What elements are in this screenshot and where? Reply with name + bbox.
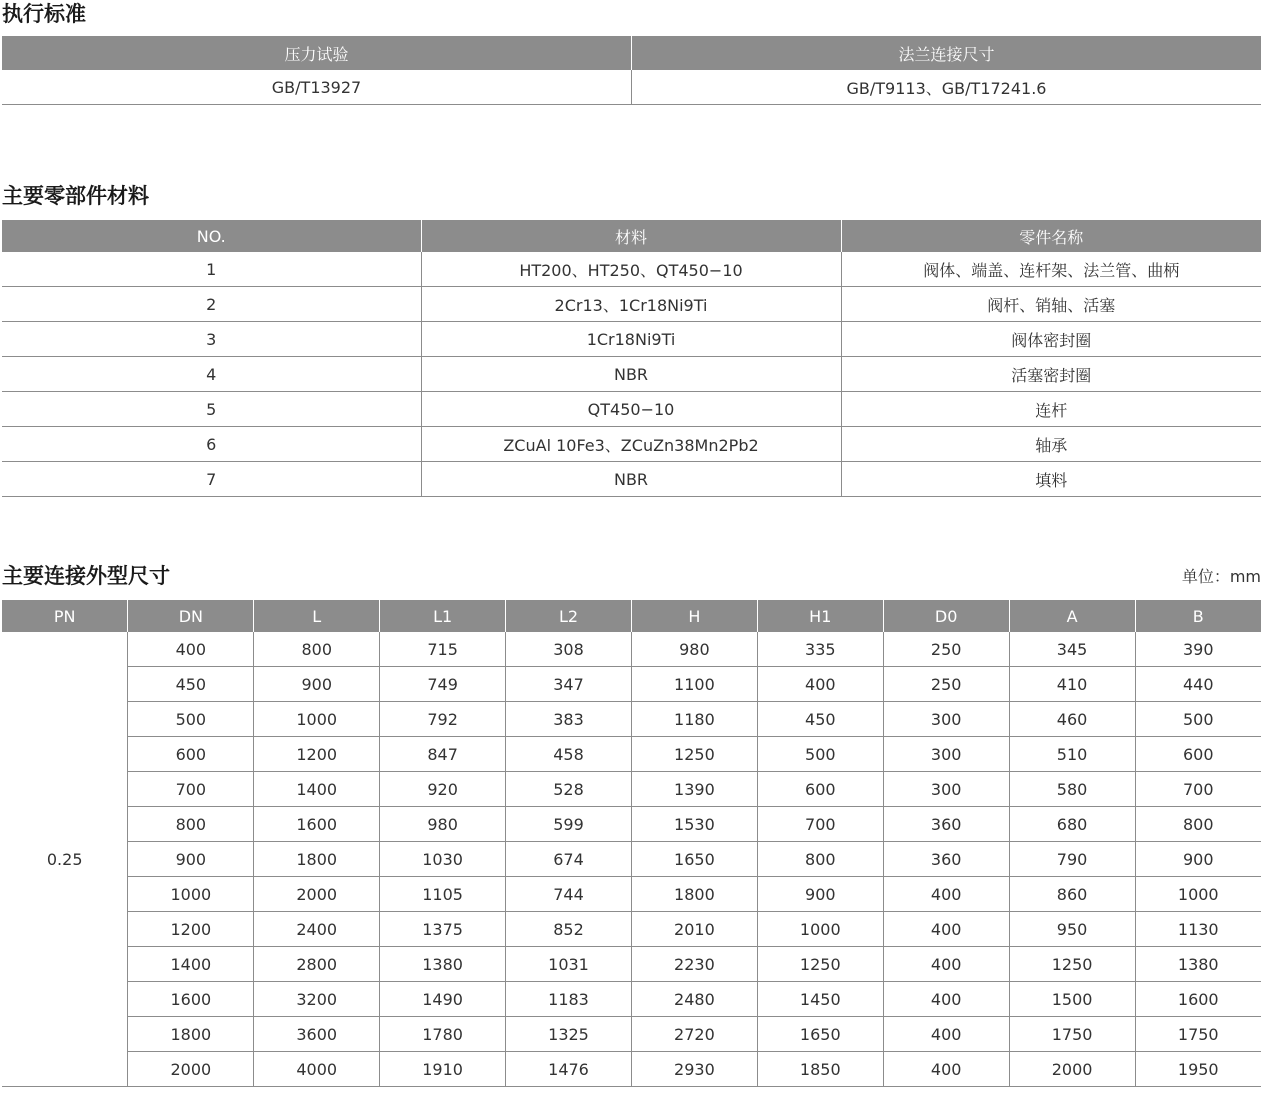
table-cell: 300 bbox=[883, 772, 1009, 807]
table-cell: 580 bbox=[1009, 772, 1135, 807]
table-cell: 450 bbox=[757, 702, 883, 737]
header-no: NO. bbox=[2, 220, 421, 252]
materials-table-body bbox=[2, 252, 1261, 497]
table-cell: 5 bbox=[2, 392, 421, 427]
unit-label: 单位：mm bbox=[1181, 567, 1261, 586]
table-cell: 390 bbox=[1135, 632, 1261, 667]
table-cell: 500 bbox=[1135, 702, 1261, 737]
header-h1: H1 bbox=[757, 600, 883, 632]
header-a: A bbox=[1009, 600, 1135, 632]
table-cell: 阀体密封圈 bbox=[841, 322, 1261, 357]
table-cell: 400 bbox=[883, 947, 1009, 982]
table-cell: 980 bbox=[380, 807, 506, 842]
table-cell: 1000 bbox=[254, 702, 380, 737]
table-row bbox=[2, 912, 1261, 947]
table-cell: 500 bbox=[757, 737, 883, 772]
table-cell: 360 bbox=[883, 842, 1009, 877]
table-cell: 700 bbox=[757, 807, 883, 842]
header-pn: PN bbox=[2, 600, 128, 632]
table-cell: 4 bbox=[2, 357, 421, 392]
table-row bbox=[2, 772, 1261, 807]
table-header-row bbox=[2, 600, 1261, 632]
table-cell: 1800 bbox=[254, 842, 380, 877]
table-cell: 1600 bbox=[128, 982, 254, 1017]
table-cell: 460 bbox=[1009, 702, 1135, 737]
table-cell: 2000 bbox=[254, 877, 380, 912]
table-cell: 2230 bbox=[631, 947, 757, 982]
table-cell: 790 bbox=[1009, 842, 1135, 877]
table-cell: 2010 bbox=[631, 912, 757, 947]
table-cell: 2400 bbox=[254, 912, 380, 947]
table-cell: QT450−10 bbox=[421, 392, 841, 427]
table-cell: 800 bbox=[254, 632, 380, 667]
table-cell: 360 bbox=[883, 807, 1009, 842]
table-cell: 阀体、端盖、连杆架、法兰管、曲柄 bbox=[841, 252, 1261, 287]
table-row bbox=[2, 807, 1261, 842]
table-row bbox=[2, 702, 1261, 737]
table-cell: 2720 bbox=[631, 1017, 757, 1052]
table-cell: 400 bbox=[883, 877, 1009, 912]
pn-cell: 0.25 bbox=[2, 632, 128, 1087]
table-cell: 300 bbox=[883, 737, 1009, 772]
table-row bbox=[2, 842, 1261, 877]
table-cell: 599 bbox=[506, 807, 632, 842]
table-cell: 1325 bbox=[506, 1017, 632, 1052]
table-cell: 700 bbox=[128, 772, 254, 807]
table-cell: 680 bbox=[1009, 807, 1135, 842]
table-cell: 383 bbox=[506, 702, 632, 737]
table-cell: 连杆 bbox=[841, 392, 1261, 427]
table-cell: 400 bbox=[883, 1017, 1009, 1052]
table-row bbox=[2, 982, 1261, 1017]
materials-table bbox=[2, 220, 1261, 497]
table-cell: 1500 bbox=[1009, 982, 1135, 1017]
table-cell: 852 bbox=[506, 912, 632, 947]
table-cell: 1Cr18Ni9Ti bbox=[421, 322, 841, 357]
table-row bbox=[2, 70, 1261, 105]
table-cell: 1450 bbox=[757, 982, 883, 1017]
dimensions-table-body bbox=[2, 632, 1261, 1087]
table-cell: 440 bbox=[1135, 667, 1261, 702]
table-row bbox=[2, 322, 1261, 357]
table-cell: 1390 bbox=[631, 772, 757, 807]
table-cell: 1200 bbox=[128, 912, 254, 947]
table-cell: 400 bbox=[757, 667, 883, 702]
table-cell: 500 bbox=[128, 702, 254, 737]
table-cell: 674 bbox=[506, 842, 632, 877]
table-cell: 800 bbox=[128, 807, 254, 842]
table-cell: GB/T9113、GB/T17241.6 bbox=[632, 70, 1262, 105]
table-cell: 3200 bbox=[254, 982, 380, 1017]
table-cell: 400 bbox=[883, 912, 1009, 947]
table-cell: 250 bbox=[883, 632, 1009, 667]
table-cell: 800 bbox=[1135, 807, 1261, 842]
table-cell: 1850 bbox=[757, 1052, 883, 1087]
table-cell: 410 bbox=[1009, 667, 1135, 702]
header-dn: DN bbox=[128, 600, 254, 632]
table-cell: 1650 bbox=[631, 842, 757, 877]
table-cell: 1910 bbox=[380, 1052, 506, 1087]
table-row bbox=[2, 357, 1261, 392]
table-cell: 300 bbox=[883, 702, 1009, 737]
table-cell: 400 bbox=[128, 632, 254, 667]
table-cell: 1650 bbox=[757, 1017, 883, 1052]
table-cell: 744 bbox=[506, 877, 632, 912]
table-cell: 250 bbox=[883, 667, 1009, 702]
table-cell: 1750 bbox=[1009, 1017, 1135, 1052]
table-row bbox=[2, 1052, 1261, 1087]
standards-table bbox=[2, 36, 1261, 105]
header-l: L bbox=[254, 600, 380, 632]
table-cell: 1000 bbox=[757, 912, 883, 947]
table-row bbox=[2, 632, 1261, 667]
table-cell: 1100 bbox=[631, 667, 757, 702]
table-cell: 1400 bbox=[254, 772, 380, 807]
table-cell: HT200、HT250、QT450−10 bbox=[421, 252, 841, 287]
table-cell: 1750 bbox=[1135, 1017, 1261, 1052]
table-cell: 347 bbox=[506, 667, 632, 702]
table-cell: GB/T13927 bbox=[2, 70, 632, 105]
table-cell: 1380 bbox=[380, 947, 506, 982]
table-cell: 1600 bbox=[1135, 982, 1261, 1017]
header-part-name: 零件名称 bbox=[841, 220, 1261, 252]
table-row bbox=[2, 287, 1261, 322]
table-cell: 900 bbox=[128, 842, 254, 877]
header-l1: L1 bbox=[380, 600, 506, 632]
table-cell: NBR bbox=[421, 462, 841, 497]
table-cell: 1 bbox=[2, 252, 421, 287]
table-cell: 1130 bbox=[1135, 912, 1261, 947]
table-cell: ZCuAl 10Fe3、ZCuZn38Mn2Pb2 bbox=[421, 427, 841, 462]
table-header-row bbox=[2, 36, 1261, 70]
table-row bbox=[2, 877, 1261, 912]
header-d0: D0 bbox=[883, 600, 1009, 632]
table-cell: 900 bbox=[254, 667, 380, 702]
table-row bbox=[2, 462, 1261, 497]
table-cell: 1250 bbox=[757, 947, 883, 982]
table-cell: 450 bbox=[128, 667, 254, 702]
header-h: H bbox=[631, 600, 757, 632]
table-row bbox=[2, 252, 1261, 287]
table-row bbox=[2, 1017, 1261, 1052]
table-cell: 510 bbox=[1009, 737, 1135, 772]
table-cell: 1800 bbox=[631, 877, 757, 912]
table-cell: 阀杆、销轴、活塞 bbox=[841, 287, 1261, 322]
table-cell: 700 bbox=[1135, 772, 1261, 807]
table-cell: 轴承 bbox=[841, 427, 1261, 462]
table-cell: 458 bbox=[506, 737, 632, 772]
table-cell: 1031 bbox=[506, 947, 632, 982]
table-cell: 1490 bbox=[380, 982, 506, 1017]
table-cell: 2000 bbox=[1009, 1052, 1135, 1087]
table-cell: 528 bbox=[506, 772, 632, 807]
table-cell: 860 bbox=[1009, 877, 1135, 912]
table-cell: 2480 bbox=[631, 982, 757, 1017]
table-cell: 1250 bbox=[1009, 947, 1135, 982]
header-material: 材料 bbox=[421, 220, 841, 252]
table-cell: 1530 bbox=[631, 807, 757, 842]
table-cell: 2 bbox=[2, 287, 421, 322]
header-b: B bbox=[1135, 600, 1261, 632]
table-cell: 600 bbox=[128, 737, 254, 772]
table-cell: 活塞密封圈 bbox=[841, 357, 1261, 392]
table-row bbox=[2, 667, 1261, 702]
table-cell: 1800 bbox=[128, 1017, 254, 1052]
table-cell: 950 bbox=[1009, 912, 1135, 947]
table-cell: 847 bbox=[380, 737, 506, 772]
table-cell: 2930 bbox=[631, 1052, 757, 1087]
standards-title: 执行标准 bbox=[2, 2, 86, 26]
dimensions-title: 主要连接外型尺寸 bbox=[2, 564, 170, 588]
table-cell: 800 bbox=[757, 842, 883, 877]
table-cell: 1780 bbox=[380, 1017, 506, 1052]
table-cell: 2Cr13、1Cr18Ni9Ti bbox=[421, 287, 841, 322]
table-cell: 792 bbox=[380, 702, 506, 737]
table-cell: 1476 bbox=[506, 1052, 632, 1087]
table-cell: 7 bbox=[2, 462, 421, 497]
table-cell: 1250 bbox=[631, 737, 757, 772]
table-cell: 900 bbox=[1135, 842, 1261, 877]
dimensions-table bbox=[2, 600, 1261, 1087]
table-cell: 3 bbox=[2, 322, 421, 357]
table-cell: 345 bbox=[1009, 632, 1135, 667]
table-cell: 600 bbox=[1135, 737, 1261, 772]
table-cell: 1030 bbox=[380, 842, 506, 877]
table-cell: 749 bbox=[380, 667, 506, 702]
table-cell: 6 bbox=[2, 427, 421, 462]
table-cell: 1400 bbox=[128, 947, 254, 982]
table-row bbox=[2, 737, 1261, 772]
table-cell: 1180 bbox=[631, 702, 757, 737]
table-row bbox=[2, 947, 1261, 982]
table-cell: 980 bbox=[631, 632, 757, 667]
table-cell: 1000 bbox=[128, 877, 254, 912]
table-cell: 335 bbox=[757, 632, 883, 667]
table-row bbox=[2, 427, 1261, 462]
table-cell: 1105 bbox=[380, 877, 506, 912]
table-cell: 填料 bbox=[841, 462, 1261, 497]
table-cell: 2000 bbox=[128, 1052, 254, 1087]
table-cell: 1600 bbox=[254, 807, 380, 842]
table-row bbox=[2, 392, 1261, 427]
materials-title: 主要零部件材料 bbox=[2, 184, 149, 208]
header-l2: L2 bbox=[506, 600, 632, 632]
table-cell: 3600 bbox=[254, 1017, 380, 1052]
table-cell: 1950 bbox=[1135, 1052, 1261, 1087]
table-cell: 715 bbox=[380, 632, 506, 667]
table-cell: 900 bbox=[757, 877, 883, 912]
table-header-row bbox=[2, 220, 1261, 252]
table-cell: 1380 bbox=[1135, 947, 1261, 982]
table-cell: 2800 bbox=[254, 947, 380, 982]
table-cell: 308 bbox=[506, 632, 632, 667]
table-cell: 1000 bbox=[1135, 877, 1261, 912]
table-cell: 1200 bbox=[254, 737, 380, 772]
header-flange-size: 法兰连接尺寸 bbox=[632, 36, 1262, 70]
header-pressure-test: 压力试验 bbox=[2, 36, 632, 70]
table-cell: NBR bbox=[421, 357, 841, 392]
table-cell: 400 bbox=[883, 982, 1009, 1017]
table-cell: 1183 bbox=[506, 982, 632, 1017]
table-cell: 600 bbox=[757, 772, 883, 807]
table-cell: 400 bbox=[883, 1052, 1009, 1087]
table-cell: 1375 bbox=[380, 912, 506, 947]
table-cell: 4000 bbox=[254, 1052, 380, 1087]
table-cell: 920 bbox=[380, 772, 506, 807]
